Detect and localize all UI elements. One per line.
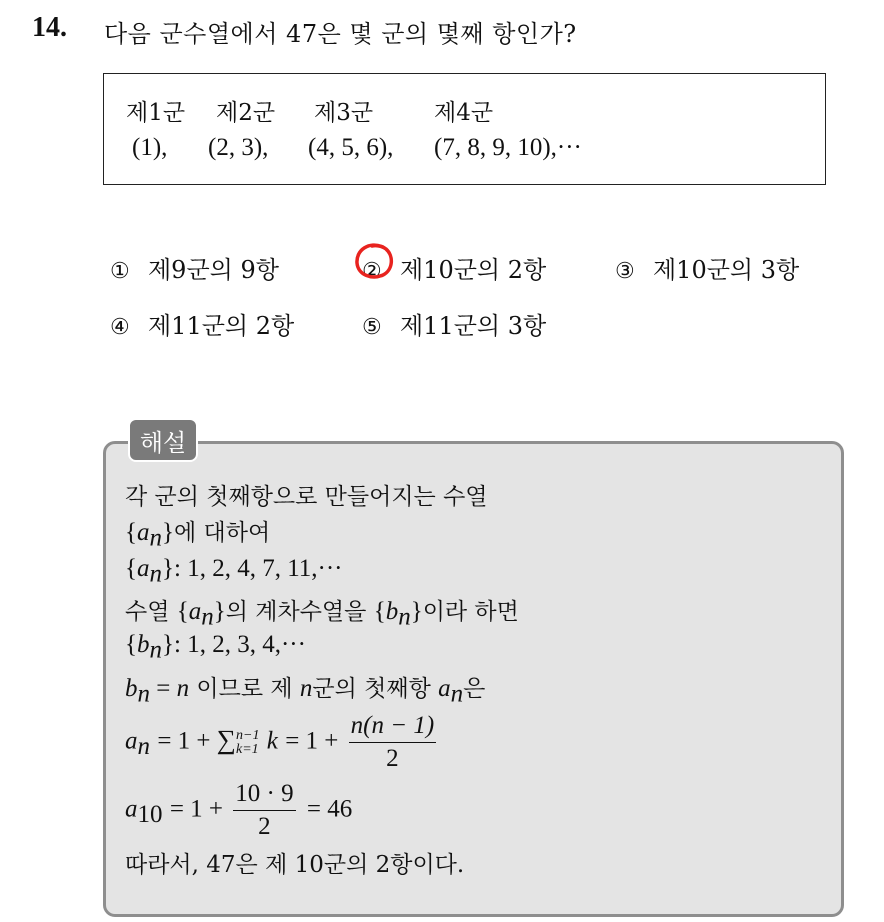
solution-equation-1: $a_n = 1$ + ∑ n−1 k=1 k = 1 + $\frac{n(n - 1)}{2}$: [125, 712, 435, 772]
group-seq-2: (2, 3),: [208, 134, 269, 161]
choice-label: 제9군의 9항: [148, 256, 279, 284]
choice-label: 제11군의 2항: [148, 312, 295, 340]
eq2-denominator: 2: [258, 813, 271, 840]
sequence-b-values: : 1, 2, 3, 4,···: [174, 631, 306, 658]
eq2-fraction: [233, 780, 295, 841]
choice-1[interactable]: [110, 250, 279, 285]
group-seq-3: (4, 5, 6),: [308, 134, 394, 161]
sequence-box: [103, 73, 826, 185]
group-seq-1: (1),: [132, 134, 168, 161]
choice-label: 제11군의 3항: [400, 312, 547, 340]
eq1-numerator: n(n − 1): [349, 712, 437, 743]
group-label-1: 제1군: [126, 100, 186, 126]
group-label-4: 제4군: [434, 100, 494, 126]
choice-4[interactable]: [110, 306, 294, 341]
solution-line-2: $\{a_n\}$에 대하여: [125, 519, 271, 552]
solution-line-5: $\{b_n\}$: 1, 2, 3, 4,···: [125, 631, 306, 664]
solution-line-4-suffix: 이라 하면: [422, 599, 519, 625]
choice-label: 제10군의 3항: [653, 256, 800, 284]
choice-number: ③: [615, 259, 635, 284]
eq2-left: = 1 +: [169, 795, 230, 823]
eq1-fraction: [349, 712, 437, 773]
choice-number: ④: [110, 315, 130, 340]
solution-tab: 해설: [128, 418, 198, 462]
choice-3[interactable]: [615, 250, 799, 285]
solution-line-6: $b_n = n$ 이므로 제 n군의 첫째항 $a_n$은: [125, 675, 486, 708]
group-label-3: 제3군: [314, 100, 374, 126]
sequence-a-values: : 1, 2, 4, 7, 11,···: [174, 555, 343, 582]
eq1-left: = 1 +: [157, 727, 217, 755]
solution-equation-2: $a_{10} = 1$ + $\frac{10 \cdot 9}{2}$ = 46: [125, 780, 353, 840]
solution-conclusion: 따라서, 47은 제 10군의 2항이다.: [125, 852, 465, 878]
choice-2[interactable]: [362, 250, 546, 285]
solution-line-6-c: 은: [463, 676, 486, 702]
group-seq-4: (7, 8, 9, 10),···: [434, 134, 582, 161]
choice-number: ②: [362, 259, 382, 284]
solution-line-1: 각 군의 첫째항으로 만들어지는 수열: [125, 484, 488, 510]
solution-line-2-text: 에 대하여: [174, 520, 271, 546]
choice-number: ①: [110, 259, 130, 284]
choice-number: ⑤: [362, 315, 382, 340]
solution-line-4: 수열 $\{a_n\}$의 계차수열을 $\{b_n\}$이라 하면: [125, 598, 519, 631]
eq1-denominator: 2: [386, 745, 399, 772]
question-number: 14.: [32, 12, 67, 43]
solution-line-3: $\{a_n\}$: 1, 2, 4, 7, 11,···: [125, 555, 343, 588]
solution-line-4-mid: 의 계차수열을: [225, 599, 367, 625]
eq1-mid: = 1 +: [285, 727, 345, 755]
choice-label: 제10군의 2항: [400, 256, 547, 284]
solution-line-4-prefix: 수열: [125, 599, 170, 625]
eq2-right: = 46: [306, 795, 353, 823]
solution-line-6-a: 이므로 제: [196, 676, 293, 702]
solution-line-6-b: 군의 첫째항: [312, 676, 431, 702]
group-label-2: 제2군: [216, 100, 276, 126]
eq2-numerator: 10 · 9: [233, 780, 295, 811]
choice-5[interactable]: [362, 306, 546, 341]
question-text: 다음 군수열에서 47은 몇 군의 몇째 항인가?: [104, 20, 577, 48]
